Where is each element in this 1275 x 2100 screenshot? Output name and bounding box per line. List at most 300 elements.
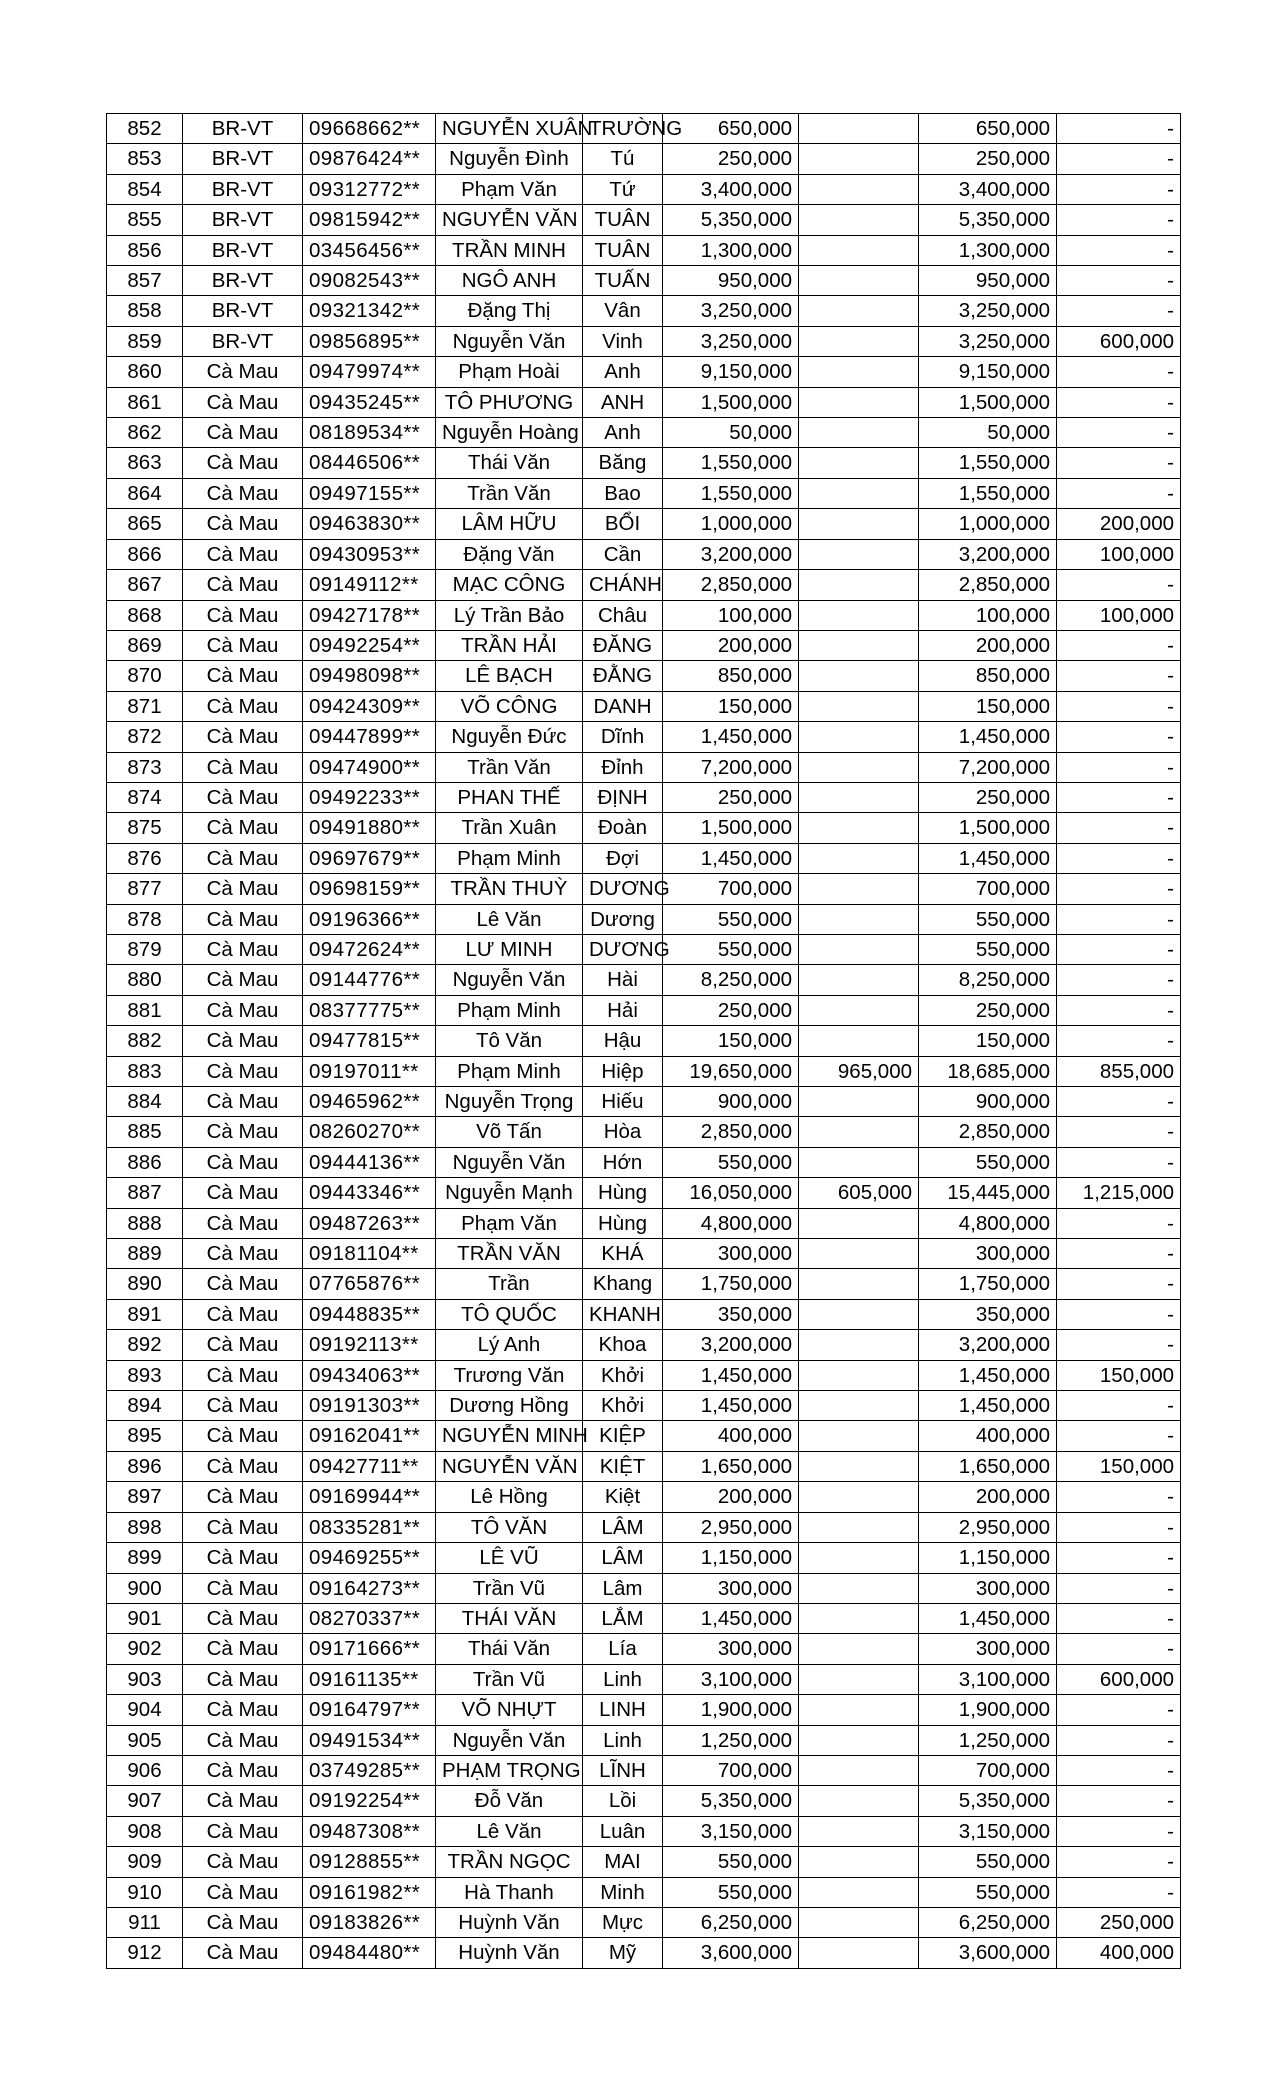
table-row xyxy=(107,904,1181,934)
net-amount-cell: 3,600,000 xyxy=(919,1938,1057,1968)
given-name-cell: Lía xyxy=(583,1634,663,1664)
province-cell: Cà Mau xyxy=(183,1330,303,1360)
province-cell: Cà Mau xyxy=(183,1391,303,1421)
bonus-cell: - xyxy=(1057,1482,1181,1512)
amount-cell: 1,900,000 xyxy=(663,1695,799,1725)
province-cell: Cà Mau xyxy=(183,782,303,812)
given-name-cell: Dương xyxy=(583,904,663,934)
given-name-cell: Khang xyxy=(583,1269,663,1299)
phone-cell: 09162041** xyxy=(303,1421,436,1451)
row-number-cell: 863 xyxy=(107,448,183,478)
table-row xyxy=(107,1026,1181,1056)
net-amount-cell: 1,450,000 xyxy=(919,843,1057,873)
phone-cell: 09171666** xyxy=(303,1634,436,1664)
phone-cell: 09448835** xyxy=(303,1299,436,1329)
phone-cell: 09161982** xyxy=(303,1877,436,1907)
bonus-cell: - xyxy=(1057,1391,1181,1421)
table-row xyxy=(107,1087,1181,1117)
phone-cell: 09447899** xyxy=(303,722,436,752)
phone-cell: 09164797** xyxy=(303,1695,436,1725)
given-name-cell: KIỆP xyxy=(583,1421,663,1451)
net-amount-cell: 100,000 xyxy=(919,600,1057,630)
phone-cell: 08377775** xyxy=(303,995,436,1025)
phone-cell: 09815942** xyxy=(303,205,436,235)
bonus-cell: - xyxy=(1057,144,1181,174)
row-number-cell: 883 xyxy=(107,1056,183,1086)
bonus-cell: - xyxy=(1057,1330,1181,1360)
row-number-cell: 894 xyxy=(107,1391,183,1421)
table-row xyxy=(107,1907,1181,1937)
amount-cell: 1,650,000 xyxy=(663,1451,799,1481)
deduction-cell xyxy=(799,1421,919,1451)
row-number-cell: 865 xyxy=(107,509,183,539)
given-name-cell: Khoa xyxy=(583,1330,663,1360)
amount-cell: 150,000 xyxy=(663,691,799,721)
row-number-cell: 898 xyxy=(107,1512,183,1542)
bonus-cell: - xyxy=(1057,1421,1181,1451)
deduction-cell xyxy=(799,418,919,448)
table-row xyxy=(107,1421,1181,1451)
province-cell: Cà Mau xyxy=(183,1573,303,1603)
table-row xyxy=(107,1755,1181,1785)
net-amount-cell: 700,000 xyxy=(919,874,1057,904)
deduction-cell xyxy=(799,965,919,995)
surname-cell: Nguyễn Hoàng xyxy=(436,418,583,448)
amount-cell: 5,350,000 xyxy=(663,205,799,235)
province-cell: Cà Mau xyxy=(183,1269,303,1299)
phone-cell: 07765876** xyxy=(303,1269,436,1299)
deduction-cell xyxy=(799,1026,919,1056)
deduction-cell xyxy=(799,1299,919,1329)
net-amount-cell: 550,000 xyxy=(919,1877,1057,1907)
amount-cell: 5,350,000 xyxy=(663,1786,799,1816)
table-row xyxy=(107,570,1181,600)
table-row xyxy=(107,1391,1181,1421)
table-row xyxy=(107,661,1181,691)
amount-cell: 250,000 xyxy=(663,995,799,1025)
row-number-cell: 889 xyxy=(107,1239,183,1269)
table-row xyxy=(107,1330,1181,1360)
row-number-cell: 859 xyxy=(107,326,183,356)
net-amount-cell: 1,900,000 xyxy=(919,1695,1057,1725)
row-number-cell: 895 xyxy=(107,1421,183,1451)
given-name-cell: Hài xyxy=(583,965,663,995)
table-row xyxy=(107,1178,1181,1208)
net-amount-cell: 3,100,000 xyxy=(919,1664,1057,1694)
given-name-cell: Anh xyxy=(583,418,663,448)
table-row xyxy=(107,874,1181,904)
amount-cell: 1,450,000 xyxy=(663,843,799,873)
net-amount-cell: 50,000 xyxy=(919,418,1057,448)
row-number-cell: 881 xyxy=(107,995,183,1025)
given-name-cell: Hải xyxy=(583,995,663,1025)
given-name-cell: Lâm xyxy=(583,1573,663,1603)
phone-cell: 09427178** xyxy=(303,600,436,630)
surname-cell: TRẦN THUỲ xyxy=(436,874,583,904)
phone-cell: 08270337** xyxy=(303,1603,436,1633)
table-row xyxy=(107,1877,1181,1907)
deduction-cell xyxy=(799,1634,919,1664)
bonus-cell: - xyxy=(1057,1512,1181,1542)
amount-cell: 3,100,000 xyxy=(663,1664,799,1694)
bonus-cell: - xyxy=(1057,1573,1181,1603)
net-amount-cell: 550,000 xyxy=(919,1847,1057,1877)
surname-cell: LÂM HỮU xyxy=(436,509,583,539)
province-cell: Cà Mau xyxy=(183,965,303,995)
bonus-cell: 150,000 xyxy=(1057,1360,1181,1390)
province-cell: BR-VT xyxy=(183,144,303,174)
given-name-cell: LINH xyxy=(583,1695,663,1725)
deduction-cell xyxy=(799,1786,919,1816)
deduction-cell xyxy=(799,1239,919,1269)
deduction-cell xyxy=(799,1725,919,1755)
given-name-cell: Khởi xyxy=(583,1391,663,1421)
table-row xyxy=(107,1695,1181,1725)
surname-cell: Nguyễn Văn xyxy=(436,326,583,356)
row-number-cell: 876 xyxy=(107,843,183,873)
amount-cell: 950,000 xyxy=(663,266,799,296)
given-name-cell: Mực xyxy=(583,1907,663,1937)
bonus-cell: - xyxy=(1057,1877,1181,1907)
given-name-cell: Mỹ xyxy=(583,1938,663,1968)
net-amount-cell: 650,000 xyxy=(919,114,1057,144)
province-cell: Cà Mau xyxy=(183,630,303,660)
given-name-cell: LĨNH xyxy=(583,1755,663,1785)
province-cell: Cà Mau xyxy=(183,813,303,843)
province-cell: Cà Mau xyxy=(183,1725,303,1755)
given-name-cell: TRƯỜNG xyxy=(583,114,663,144)
given-name-cell: DƯƠNG xyxy=(583,874,663,904)
net-amount-cell: 1,450,000 xyxy=(919,1391,1057,1421)
province-cell: Cà Mau xyxy=(183,843,303,873)
amount-cell: 7,200,000 xyxy=(663,752,799,782)
given-name-cell: Hậu xyxy=(583,1026,663,1056)
table-row xyxy=(107,539,1181,569)
bonus-cell: - xyxy=(1057,448,1181,478)
surname-cell: Trần Văn xyxy=(436,478,583,508)
table-row xyxy=(107,1239,1181,1269)
deduction-cell xyxy=(799,326,919,356)
province-cell: Cà Mau xyxy=(183,1421,303,1451)
bonus-cell: - xyxy=(1057,205,1181,235)
table-row xyxy=(107,144,1181,174)
phone-cell: 09128855** xyxy=(303,1847,436,1877)
phone-cell: 09497155** xyxy=(303,478,436,508)
given-name-cell: Hùng xyxy=(583,1178,663,1208)
amount-cell: 900,000 xyxy=(663,1087,799,1117)
phone-cell: 09197011** xyxy=(303,1056,436,1086)
phone-cell: 09492254** xyxy=(303,630,436,660)
deduction-cell xyxy=(799,995,919,1025)
given-name-cell: Linh xyxy=(583,1725,663,1755)
surname-cell: TÔ QUỐC xyxy=(436,1299,583,1329)
province-cell: BR-VT xyxy=(183,266,303,296)
bonus-cell: - xyxy=(1057,418,1181,448)
table-row xyxy=(107,813,1181,843)
province-cell: Cà Mau xyxy=(183,357,303,387)
row-number-cell: 872 xyxy=(107,722,183,752)
province-cell: Cà Mau xyxy=(183,1755,303,1785)
phone-cell: 09474900** xyxy=(303,752,436,782)
province-cell: Cà Mau xyxy=(183,1239,303,1269)
row-number-cell: 853 xyxy=(107,144,183,174)
row-number-cell: 912 xyxy=(107,1938,183,1968)
phone-cell: 09192254** xyxy=(303,1786,436,1816)
row-number-cell: 886 xyxy=(107,1147,183,1177)
row-number-cell: 893 xyxy=(107,1360,183,1390)
bonus-cell: 100,000 xyxy=(1057,539,1181,569)
deduction-cell xyxy=(799,661,919,691)
table-row xyxy=(107,1634,1181,1664)
net-amount-cell: 3,250,000 xyxy=(919,296,1057,326)
province-cell: BR-VT xyxy=(183,235,303,265)
surname-cell: NGUYỄN XUÂN xyxy=(436,114,583,144)
surname-cell: Trần Xuân xyxy=(436,813,583,843)
deduction-cell xyxy=(799,1330,919,1360)
deduction-cell xyxy=(799,782,919,812)
province-cell: Cà Mau xyxy=(183,1664,303,1694)
phone-cell: 09435245** xyxy=(303,387,436,417)
table-row xyxy=(107,843,1181,873)
net-amount-cell: 9,150,000 xyxy=(919,357,1057,387)
row-number-cell: 869 xyxy=(107,630,183,660)
province-cell: Cà Mau xyxy=(183,1299,303,1329)
province-cell: Cà Mau xyxy=(183,691,303,721)
net-amount-cell: 1,500,000 xyxy=(919,387,1057,417)
province-cell: Cà Mau xyxy=(183,509,303,539)
deduction-cell xyxy=(799,266,919,296)
table-row xyxy=(107,1056,1181,1086)
bonus-cell: - xyxy=(1057,1755,1181,1785)
table-row xyxy=(107,752,1181,782)
amount-cell: 19,650,000 xyxy=(663,1056,799,1086)
amount-cell: 1,250,000 xyxy=(663,1725,799,1755)
deduction-cell xyxy=(799,478,919,508)
net-amount-cell: 1,450,000 xyxy=(919,722,1057,752)
province-cell: Cà Mau xyxy=(183,1147,303,1177)
surname-cell: Lý Trần Bảo xyxy=(436,600,583,630)
deduction-cell xyxy=(799,630,919,660)
surname-cell: Huỳnh Văn xyxy=(436,1938,583,1968)
bonus-cell: - xyxy=(1057,904,1181,934)
given-name-cell: BỔI xyxy=(583,509,663,539)
row-number-cell: 902 xyxy=(107,1634,183,1664)
amount-cell: 3,600,000 xyxy=(663,1938,799,1968)
bonus-cell: 100,000 xyxy=(1057,600,1181,630)
given-name-cell: Linh xyxy=(583,1664,663,1694)
deduction-cell xyxy=(799,934,919,964)
amount-cell: 550,000 xyxy=(663,1847,799,1877)
phone-cell: 09144776** xyxy=(303,965,436,995)
bonus-cell: 600,000 xyxy=(1057,1664,1181,1694)
table-row xyxy=(107,691,1181,721)
amount-cell: 1,300,000 xyxy=(663,235,799,265)
phone-cell: 09876424** xyxy=(303,144,436,174)
row-number-cell: 899 xyxy=(107,1543,183,1573)
net-amount-cell: 18,685,000 xyxy=(919,1056,1057,1086)
amount-cell: 50,000 xyxy=(663,418,799,448)
surname-cell: TRẦN HẢI xyxy=(436,630,583,660)
surname-cell: Nguyễn Văn xyxy=(436,965,583,995)
deduction-cell xyxy=(799,1907,919,1937)
phone-cell: 08335281** xyxy=(303,1512,436,1542)
table-row xyxy=(107,1786,1181,1816)
deduction-cell xyxy=(799,387,919,417)
table-row xyxy=(107,357,1181,387)
given-name-cell: Châu xyxy=(583,600,663,630)
province-cell: BR-VT xyxy=(183,205,303,235)
phone-cell: 09479974** xyxy=(303,357,436,387)
deduction-cell xyxy=(799,1603,919,1633)
table-row xyxy=(107,174,1181,204)
bonus-cell: - xyxy=(1057,1239,1181,1269)
given-name-cell: Hùng xyxy=(583,1208,663,1238)
given-name-cell: Vân xyxy=(583,296,663,326)
row-number-cell: 903 xyxy=(107,1664,183,1694)
province-cell: Cà Mau xyxy=(183,1543,303,1573)
phone-cell: 09492233** xyxy=(303,782,436,812)
amount-cell: 250,000 xyxy=(663,782,799,812)
amount-cell: 200,000 xyxy=(663,630,799,660)
surname-cell: Nguyễn Văn xyxy=(436,1147,583,1177)
province-cell: BR-VT xyxy=(183,326,303,356)
row-number-cell: 904 xyxy=(107,1695,183,1725)
phone-cell: 09477815** xyxy=(303,1026,436,1056)
bonus-cell: - xyxy=(1057,296,1181,326)
bonus-cell: - xyxy=(1057,995,1181,1025)
surname-cell: TRẦN MINH xyxy=(436,235,583,265)
net-amount-cell: 3,200,000 xyxy=(919,1330,1057,1360)
given-name-cell: LÂM xyxy=(583,1543,663,1573)
amount-cell: 2,850,000 xyxy=(663,1117,799,1147)
deduction-cell xyxy=(799,570,919,600)
surname-cell: VÕ CÔNG xyxy=(436,691,583,721)
province-cell: Cà Mau xyxy=(183,661,303,691)
phone-cell: 09469255** xyxy=(303,1543,436,1573)
deduction-cell xyxy=(799,1695,919,1725)
row-number-cell: 862 xyxy=(107,418,183,448)
deduction-cell xyxy=(799,539,919,569)
surname-cell: NGUYỄN MINH xyxy=(436,1421,583,1451)
deduction-cell xyxy=(799,1482,919,1512)
deduction-cell xyxy=(799,174,919,204)
province-cell: Cà Mau xyxy=(183,1907,303,1937)
province-cell: Cà Mau xyxy=(183,995,303,1025)
net-amount-cell: 1,500,000 xyxy=(919,813,1057,843)
amount-cell: 100,000 xyxy=(663,600,799,630)
surname-cell: Nguyễn Đình xyxy=(436,144,583,174)
row-number-cell: 892 xyxy=(107,1330,183,1360)
deduction-cell xyxy=(799,448,919,478)
surname-cell: Phạm Minh xyxy=(436,995,583,1025)
amount-cell: 350,000 xyxy=(663,1299,799,1329)
table-body xyxy=(107,114,1181,1969)
surname-cell: Trần Vũ xyxy=(436,1664,583,1694)
bonus-cell: - xyxy=(1057,1087,1181,1117)
amount-cell: 550,000 xyxy=(663,1147,799,1177)
phone-cell: 09169944** xyxy=(303,1482,436,1512)
surname-cell: Đặng Văn xyxy=(436,539,583,569)
deduction-cell xyxy=(799,1512,919,1542)
row-number-cell: 852 xyxy=(107,114,183,144)
given-name-cell: ĐĂNG xyxy=(583,630,663,660)
amount-cell: 1,500,000 xyxy=(663,387,799,417)
row-number-cell: 891 xyxy=(107,1299,183,1329)
table-row xyxy=(107,1482,1181,1512)
table-row xyxy=(107,478,1181,508)
bonus-cell: - xyxy=(1057,387,1181,417)
amount-cell: 1,450,000 xyxy=(663,1391,799,1421)
province-cell: Cà Mau xyxy=(183,387,303,417)
given-name-cell: Đỉnh xyxy=(583,752,663,782)
net-amount-cell: 200,000 xyxy=(919,630,1057,660)
deduction-cell xyxy=(799,813,919,843)
row-number-cell: 901 xyxy=(107,1603,183,1633)
surname-cell: Nguyễn Trọng xyxy=(436,1087,583,1117)
province-cell: BR-VT xyxy=(183,174,303,204)
row-number-cell: 854 xyxy=(107,174,183,204)
amount-cell: 3,400,000 xyxy=(663,174,799,204)
table-row xyxy=(107,1543,1181,1573)
row-number-cell: 900 xyxy=(107,1573,183,1603)
given-name-cell: DANH xyxy=(583,691,663,721)
given-name-cell: Bao xyxy=(583,478,663,508)
net-amount-cell: 3,250,000 xyxy=(919,326,1057,356)
phone-cell: 09487308** xyxy=(303,1816,436,1846)
given-name-cell: Đợi xyxy=(583,843,663,873)
net-amount-cell: 250,000 xyxy=(919,782,1057,812)
net-amount-cell: 3,400,000 xyxy=(919,174,1057,204)
bonus-cell: - xyxy=(1057,752,1181,782)
phone-cell: 09183826** xyxy=(303,1907,436,1937)
phone-cell: 09484480** xyxy=(303,1938,436,1968)
deduction-cell: 605,000 xyxy=(799,1178,919,1208)
deduction-cell xyxy=(799,1117,919,1147)
given-name-cell: Hiếu xyxy=(583,1087,663,1117)
surname-cell: Nguyễn Mạnh xyxy=(436,1178,583,1208)
given-name-cell: Dĩnh xyxy=(583,722,663,752)
surname-cell: Lê Văn xyxy=(436,904,583,934)
deduction-cell xyxy=(799,1664,919,1694)
row-number-cell: 867 xyxy=(107,570,183,600)
phone-cell: 09161135** xyxy=(303,1664,436,1694)
net-amount-cell: 1,750,000 xyxy=(919,1269,1057,1299)
phone-cell: 09444136** xyxy=(303,1147,436,1177)
province-cell: Cà Mau xyxy=(183,1938,303,1968)
phone-cell: 09434063** xyxy=(303,1360,436,1390)
table-row xyxy=(107,630,1181,660)
given-name-cell: Hớn xyxy=(583,1147,663,1177)
given-name-cell: Vinh xyxy=(583,326,663,356)
surname-cell: TÔ VĂN xyxy=(436,1512,583,1542)
net-amount-cell: 850,000 xyxy=(919,661,1057,691)
bonus-cell: - xyxy=(1057,813,1181,843)
row-number-cell: 890 xyxy=(107,1269,183,1299)
phone-cell: 09427711** xyxy=(303,1451,436,1481)
net-amount-cell: 550,000 xyxy=(919,934,1057,964)
deduction-cell xyxy=(799,1360,919,1390)
bonus-cell: - xyxy=(1057,1117,1181,1147)
bonus-cell: - xyxy=(1057,1725,1181,1755)
given-name-cell: LẮM xyxy=(583,1603,663,1633)
table-row xyxy=(107,1269,1181,1299)
given-name-cell: LÂM xyxy=(583,1512,663,1542)
deduction-cell xyxy=(799,1938,919,1968)
deduction-cell xyxy=(799,1147,919,1177)
phone-cell: 09491880** xyxy=(303,813,436,843)
province-cell: Cà Mau xyxy=(183,1512,303,1542)
net-amount-cell: 150,000 xyxy=(919,691,1057,721)
